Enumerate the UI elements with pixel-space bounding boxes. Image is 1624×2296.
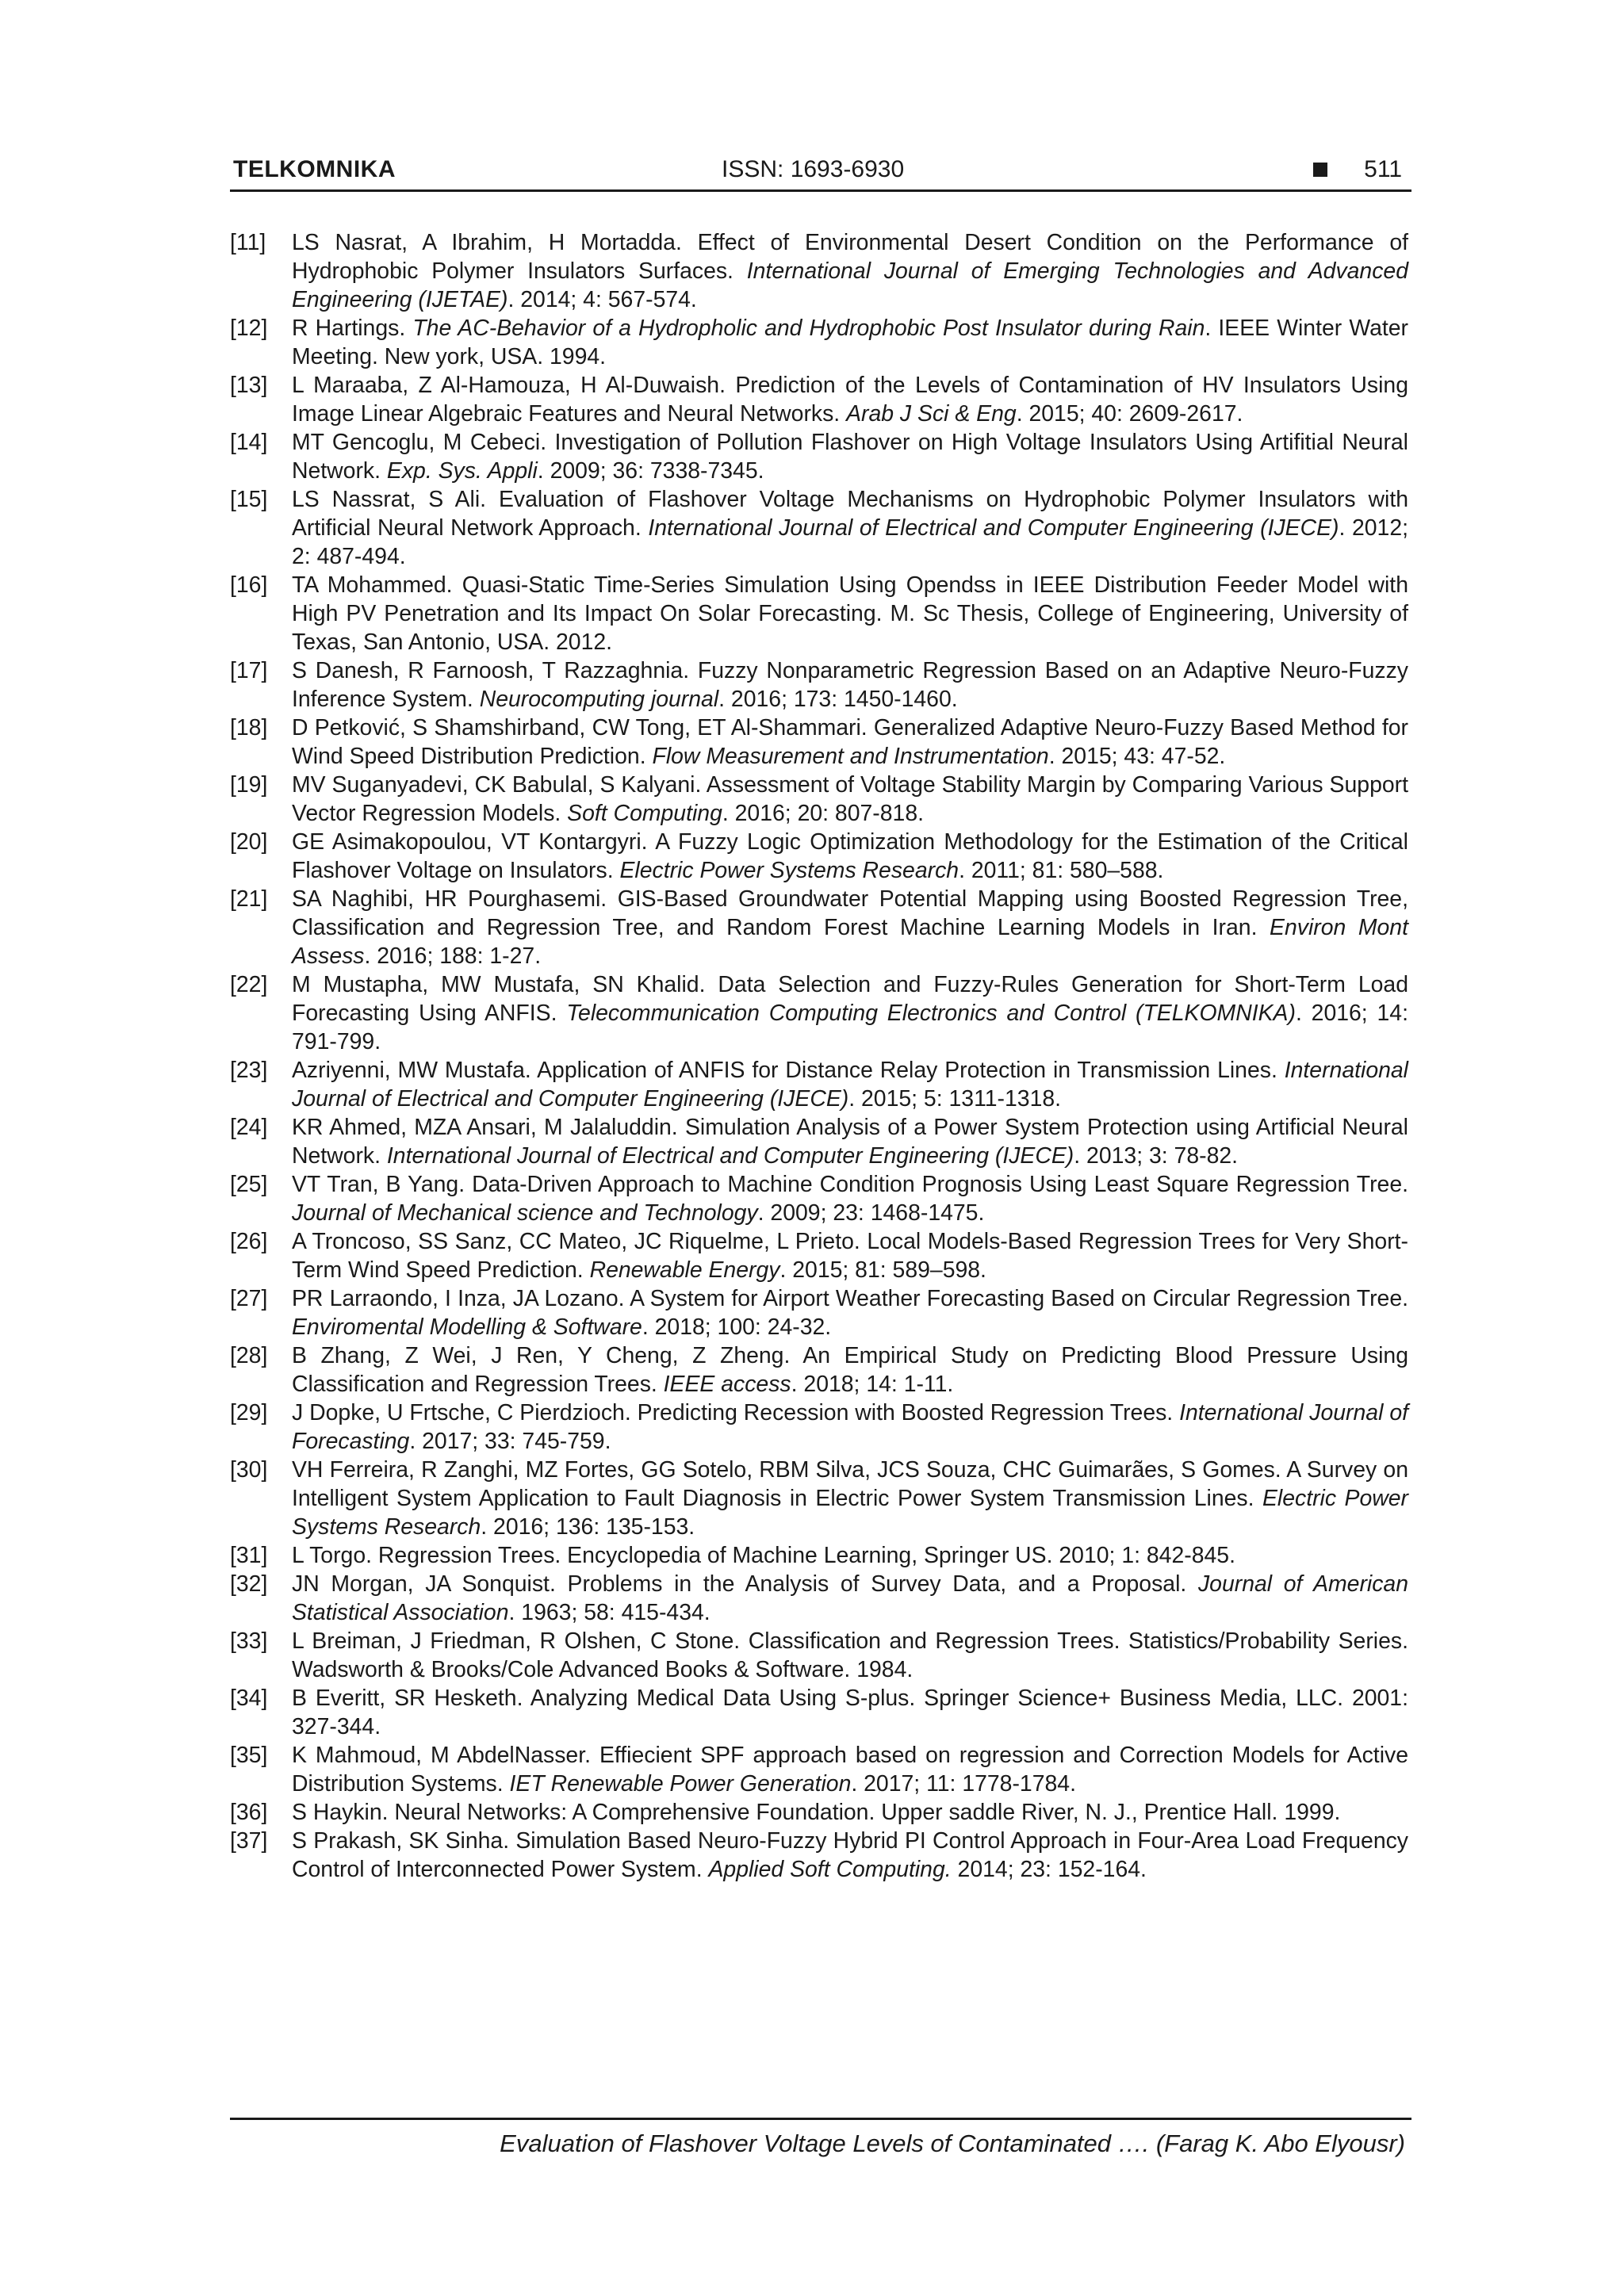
reference-details: . 2015; 40: 2609-2617. <box>1016 401 1243 427</box>
page-footer <box>230 2118 1411 2158</box>
reference-text <box>292 371 1408 428</box>
reference-details: . 2016; 188: 1-27. <box>364 943 542 969</box>
reference-text <box>292 714 1408 771</box>
reference-details: . 2018; 14: 1-11. <box>791 1372 954 1397</box>
reference-item <box>230 1284 1408 1341</box>
reference-details: . 2015; 5: 1311-1318. <box>848 1086 1062 1112</box>
reference-list <box>230 228 1408 1884</box>
reference-venue: International Journal of Forecasting <box>292 1400 1408 1454</box>
reference-details: . 1963; 58: 415-434. <box>508 1600 710 1625</box>
reference-item <box>230 1627 1408 1684</box>
reference-text <box>292 1456 1408 1541</box>
reference-details: . 2017; 33: 745-759. <box>409 1429 611 1454</box>
reference-item <box>230 771 1408 828</box>
reference-venue: International Journal of Electrical and Computer Engineering (IJECE) <box>386 1143 1074 1169</box>
reference-number: [22] <box>230 972 268 997</box>
page-header <box>230 156 1411 192</box>
reference-text <box>292 1541 1408 1570</box>
reference-item <box>230 1570 1408 1627</box>
journal-name: TELKOMNIKA <box>233 156 396 182</box>
reference-authors-title: L Torgo. Regression Trees. Encyclopedia of Machine Learning, Springer US. 2010; 1: 842-845. <box>292 1543 1235 1568</box>
reference-item <box>230 885 1408 970</box>
reference-number: [19] <box>230 772 268 798</box>
reference-venue: Journal of American Statistical Association <box>292 1571 1408 1625</box>
reference-number: [25] <box>230 1172 268 1197</box>
reference-authors-title: S Prakash, SK Sinha. Simulation Based Neuro-Fuzzy Hybrid PI Control Approach in Four-Area Load Frequency Control of Interconnected Power System. <box>292 1828 1408 1882</box>
reference-details: . 2018; 100: 24-32. <box>642 1314 832 1340</box>
reference-authors-title: LS Nasrat, A Ibrahim, H Mortadda. Effect of Environmental Desert Condition on the Performance of Hydrophobic Polymer Insulators Surfaces. <box>292 230 1408 284</box>
reference-details: . 2013; 3: 78-82. <box>1074 1143 1239 1169</box>
reference-authors-title: GE Asimakopoulou, VT Kontargyri. A Fuzzy Logic Optimization Methodology for the Estimation of the Critical Flashover Voltage on Insulators. <box>292 829 1408 883</box>
reference-venue: The AC-Behavior of a Hydropholic and Hydrophobic Post Insulator during Rain <box>412 316 1205 341</box>
reference-authors-title: M Mustapha, MW Mustafa, SN Khalid. Data Selection and Fuzzy-Rules Generation for Short-Term Load Forecasting Using ANFIS. <box>292 972 1408 1026</box>
reference-authors-title: MV Suganyadevi, CK Babulal, S Kalyani. Assessment of Voltage Stability Margin by Comparing Various Support Vector Regression Models. <box>292 772 1408 826</box>
reference-text <box>292 970 1408 1056</box>
reference-number: [18] <box>230 715 268 740</box>
reference-number: [24] <box>230 1115 268 1140</box>
reference-details: . 2014; 4: 567-574. <box>508 287 697 312</box>
reference-venue: IEEE access <box>663 1372 791 1397</box>
reference-authors-title: MT Gencoglu, M Cebeci. Investigation of Pollution Flashover on High Voltage Insulators Using Artifitial Neural Network. <box>292 430 1408 484</box>
reference-item <box>230 428 1408 485</box>
reference-venue: Electric Power Systems Research <box>292 1486 1409 1540</box>
reference-authors-title: L Maraaba, Z Al-Hamouza, H Al-Duwaish. Prediction of the Levels of Contamination of HV Insulators Using Image Linear Algebraic Features and Neural Networks. <box>292 373 1408 427</box>
reference-number: [34] <box>230 1686 268 1711</box>
reference-item <box>230 828 1408 885</box>
reference-text <box>292 828 1408 885</box>
reference-number: [26] <box>230 1229 268 1254</box>
reference-details: . 2015; 43: 47-52. <box>1048 744 1226 769</box>
reference-text <box>292 485 1408 571</box>
reference-item <box>230 1399 1408 1456</box>
reference-item <box>230 1056 1408 1113</box>
reference-authors-title: KR Ahmed, MZA Ansari, M Jalaluddin. Simulation Analysis of a Power System Protection using Artificial Neural Network. <box>292 1115 1408 1169</box>
reference-text <box>292 771 1408 828</box>
reference-text <box>292 1056 1408 1113</box>
reference-venue: Renewable Energy <box>589 1257 780 1283</box>
reference-number: [27] <box>230 1286 268 1311</box>
reference-item <box>230 1456 1408 1541</box>
reference-item <box>230 1113 1408 1170</box>
reference-text <box>292 1741 1408 1798</box>
reference-number: [21] <box>230 886 268 912</box>
reference-venue: Exp. Sys. Appli <box>386 458 538 484</box>
reference-authors-title: L Breiman, J Friedman, R Olshen, C Stone. Classification and Regression Trees. Statistics/Probability Series. Wadsworth & Brooks/Cole Advanced Books & Software. 1984. <box>292 1628 1408 1682</box>
reference-item <box>230 1541 1408 1570</box>
reference-authors-title: B Everitt, SR Hesketh. Analyzing Medical Data Using S-plus. Springer Science+ Business Media, LLC. 2001: 327-344. <box>292 1686 1408 1739</box>
reference-number: [37] <box>230 1828 268 1854</box>
reference-authors-title: J Dopke, U Frtsche, C Pierdzioch. Predicting Recession with Boosted Regression Trees. <box>292 1400 1180 1425</box>
reference-details: . 2016; 14: 791-799. <box>292 1001 1408 1054</box>
reference-number: [15] <box>230 487 268 512</box>
reference-text <box>292 1284 1408 1341</box>
reference-details: . 2009; 36: 7338-7345. <box>537 458 764 484</box>
page-number: 511 <box>1364 156 1402 182</box>
reference-venue: Telecommunication Computing Electronics and Control (TELKOMNIKA) <box>566 1001 1296 1026</box>
reference-item <box>230 1341 1408 1399</box>
reference-item <box>230 970 1408 1056</box>
reference-text <box>292 1827 1408 1884</box>
reference-venue: Soft Computing <box>567 801 722 826</box>
reference-text <box>292 1627 1408 1684</box>
reference-number: [29] <box>230 1400 268 1425</box>
reference-authors-title: S Haykin. Neural Networks: A Comprehensive Foundation. Upper saddle River, N. J., Prentice Hall. 1999. <box>292 1800 1341 1825</box>
reference-venue: International Journal of Electrical and Computer Engineering (IJECE) <box>292 1058 1408 1112</box>
reference-text <box>292 1570 1408 1627</box>
reference-details: . 2015; 81: 589–598. <box>779 1257 986 1283</box>
reference-venue: Arab J Sci & Eng <box>846 401 1017 427</box>
reference-authors-title: VH Ferreira, R Zanghi, MZ Fortes, GG Sotelo, RBM Silva, JCS Souza, CHC Guimarães, S Gomes. A Survey on Intelligent System Application to Fault Diagnosis in Electric Power System Transmission Lines. <box>292 1457 1408 1511</box>
reference-text <box>292 1113 1408 1170</box>
reference-details: . IEEE Winter Water Meeting. New york, USA. 1994. <box>292 316 1408 369</box>
reference-authors-title: JN Morgan, JA Sonquist. Problems in the Analysis of Survey Data, and a Proposal. <box>292 1571 1198 1597</box>
reference-details: . 2017; 11: 1778-1784. <box>851 1771 1076 1797</box>
reference-item <box>230 371 1408 428</box>
reference-number: [32] <box>230 1571 268 1597</box>
reference-number: [28] <box>230 1343 268 1368</box>
reference-number: [12] <box>230 316 268 341</box>
reference-authors-title: R Hartings. <box>292 316 413 341</box>
reference-item <box>230 485 1408 571</box>
reference-venue: International Journal of Electrical and Computer Engineering (IJECE) <box>648 515 1339 541</box>
reference-item <box>230 228 1408 314</box>
reference-venue: Electric Power Systems Research <box>619 858 959 883</box>
reference-authors-title: D Petković, S Shamshirband, CW Tong, ET Al-Shammari. Generalized Adaptive Neuro-Fuzzy Based Method for Wind Speed Distribution Prediction. <box>292 715 1408 769</box>
reference-venue: Journal of Mechanical science and Technology <box>292 1200 758 1226</box>
reference-details: . 2012; 2: 487-494. <box>292 515 1409 569</box>
issn-label: ISSN: 1693-6930 <box>722 156 905 182</box>
reference-text <box>292 428 1408 485</box>
reference-item <box>230 1684 1408 1741</box>
reference-details: . 2016; 136: 135-153. <box>481 1514 695 1540</box>
reference-venue: International Journal of Emerging Technologies and Advanced Engineering (IJETAE) <box>292 258 1408 312</box>
reference-details: . 2011; 81: 580–588. <box>959 858 1164 883</box>
reference-text <box>292 885 1408 970</box>
reference-text <box>292 1798 1408 1827</box>
reference-item <box>230 1827 1408 1884</box>
reference-number: [33] <box>230 1628 268 1654</box>
reference-authors-title: B Zhang, Z Wei, J Ren, Y Cheng, Z Zheng. An Empirical Study on Predicting Blood Pressure Using Classification and Regression Trees. <box>292 1343 1408 1397</box>
reference-text <box>292 1399 1408 1456</box>
reference-number: [13] <box>230 373 268 398</box>
reference-item <box>230 1227 1408 1284</box>
reference-text <box>292 1341 1408 1399</box>
reference-item <box>230 571 1408 656</box>
reference-number: [36] <box>230 1800 268 1825</box>
reference-text <box>292 314 1408 371</box>
reference-number: [20] <box>230 829 268 855</box>
reference-number: [30] <box>230 1457 268 1483</box>
reference-venue: Applied Soft Computing. <box>708 1857 952 1882</box>
reference-authors-title: K Mahmoud, M AbdelNasser. Effiecient SPF approach based on regression and Correction Models for Active Distribution Systems. <box>292 1743 1408 1797</box>
reference-item <box>230 1741 1408 1798</box>
reference-venue: IET Renewable Power Generation <box>509 1771 852 1797</box>
reference-item <box>230 1170 1408 1227</box>
reference-authors-title: PR Larraondo, I Inza, JA Lozano. A System for Airport Weather Forecasting Based on Circular Regression Tree. <box>292 1286 1408 1311</box>
reference-details: 2014; 23: 152-164. <box>951 1857 1147 1882</box>
reference-number: [31] <box>230 1543 268 1568</box>
reference-number: [17] <box>230 658 268 683</box>
reference-authors-title: TA Mohammed. Quasi-Static Time-Series Simulation Using Opendss in IEEE Distribution Feeder Model with High PV Penetration and Its Impact On Solar Forecasting. M. Sc Thesis, College of Engineering, University of Texas, San Antonio, USA. 2012. <box>292 572 1408 655</box>
reference-text <box>292 571 1408 656</box>
footer-running-title: Evaluation of Flashover Voltage Levels of Contaminated …. (Farag K. Abo Elyousr) <box>500 2130 1405 2157</box>
reference-venue: Neurocomputing journal <box>479 687 719 712</box>
reference-number: [11] <box>230 230 266 255</box>
reference-number: [35] <box>230 1743 268 1768</box>
reference-text <box>292 1170 1408 1227</box>
reference-venue: Environ Mont Assess <box>292 915 1408 969</box>
reference-venue: Flow Measurement and Instrumentation <box>652 744 1049 769</box>
reference-authors-title: SA Naghibi, HR Pourghasemi. GIS-Based Groundwater Potential Mapping using Boosted Regression Tree, Classification and Regression Tree, and Random Forest Machine Learning Models in Iran. <box>292 886 1408 940</box>
reference-venue: Enviromental Modelling & Software <box>292 1314 642 1340</box>
reference-number: [16] <box>230 572 268 598</box>
reference-item <box>230 1798 1408 1827</box>
reference-authors-title: Azriyenni, MW Mustafa. Application of ANFIS for Distance Relay Protection in Transmission Lines. <box>292 1058 1285 1083</box>
reference-authors-title: A Troncoso, SS Sanz, CC Mateo, JC Riquelme, L Prieto. Local Models-Based Regression Trees for Very Short-Term Wind Speed Prediction. <box>292 1229 1408 1283</box>
reference-item <box>230 714 1408 771</box>
reference-details: . 2009; 23: 1468-1475. <box>757 1200 985 1226</box>
reference-text <box>292 1684 1408 1741</box>
reference-item <box>230 314 1408 371</box>
reference-item <box>230 656 1408 714</box>
reference-number: [14] <box>230 430 268 455</box>
reference-authors-title: S Danesh, R Farnoosh, T Razzaghnia. Fuzzy Nonparametric Regression Based on an Adaptive Neuro-Fuzzy Inference System. <box>292 658 1408 712</box>
reference-authors-title: LS Nassrat, S Ali. Evaluation of Flashover Voltage Mechanisms on Hydrophobic Polymer Insulators with Artificial Neural Network Approach. <box>292 487 1408 541</box>
reference-details: . 2016; 20: 807-818. <box>722 801 925 826</box>
reference-authors-title: VT Tran, B Yang. Data-Driven Approach to Machine Condition Prognosis Using Least Square Regression Tree. <box>292 1172 1408 1197</box>
reference-text <box>292 228 1408 314</box>
reference-number: [23] <box>230 1058 268 1083</box>
reference-details: . 2016; 173: 1450-1460. <box>718 687 958 712</box>
square-bullet-icon <box>1313 163 1327 177</box>
reference-text <box>292 656 1408 714</box>
reference-text <box>292 1227 1408 1284</box>
